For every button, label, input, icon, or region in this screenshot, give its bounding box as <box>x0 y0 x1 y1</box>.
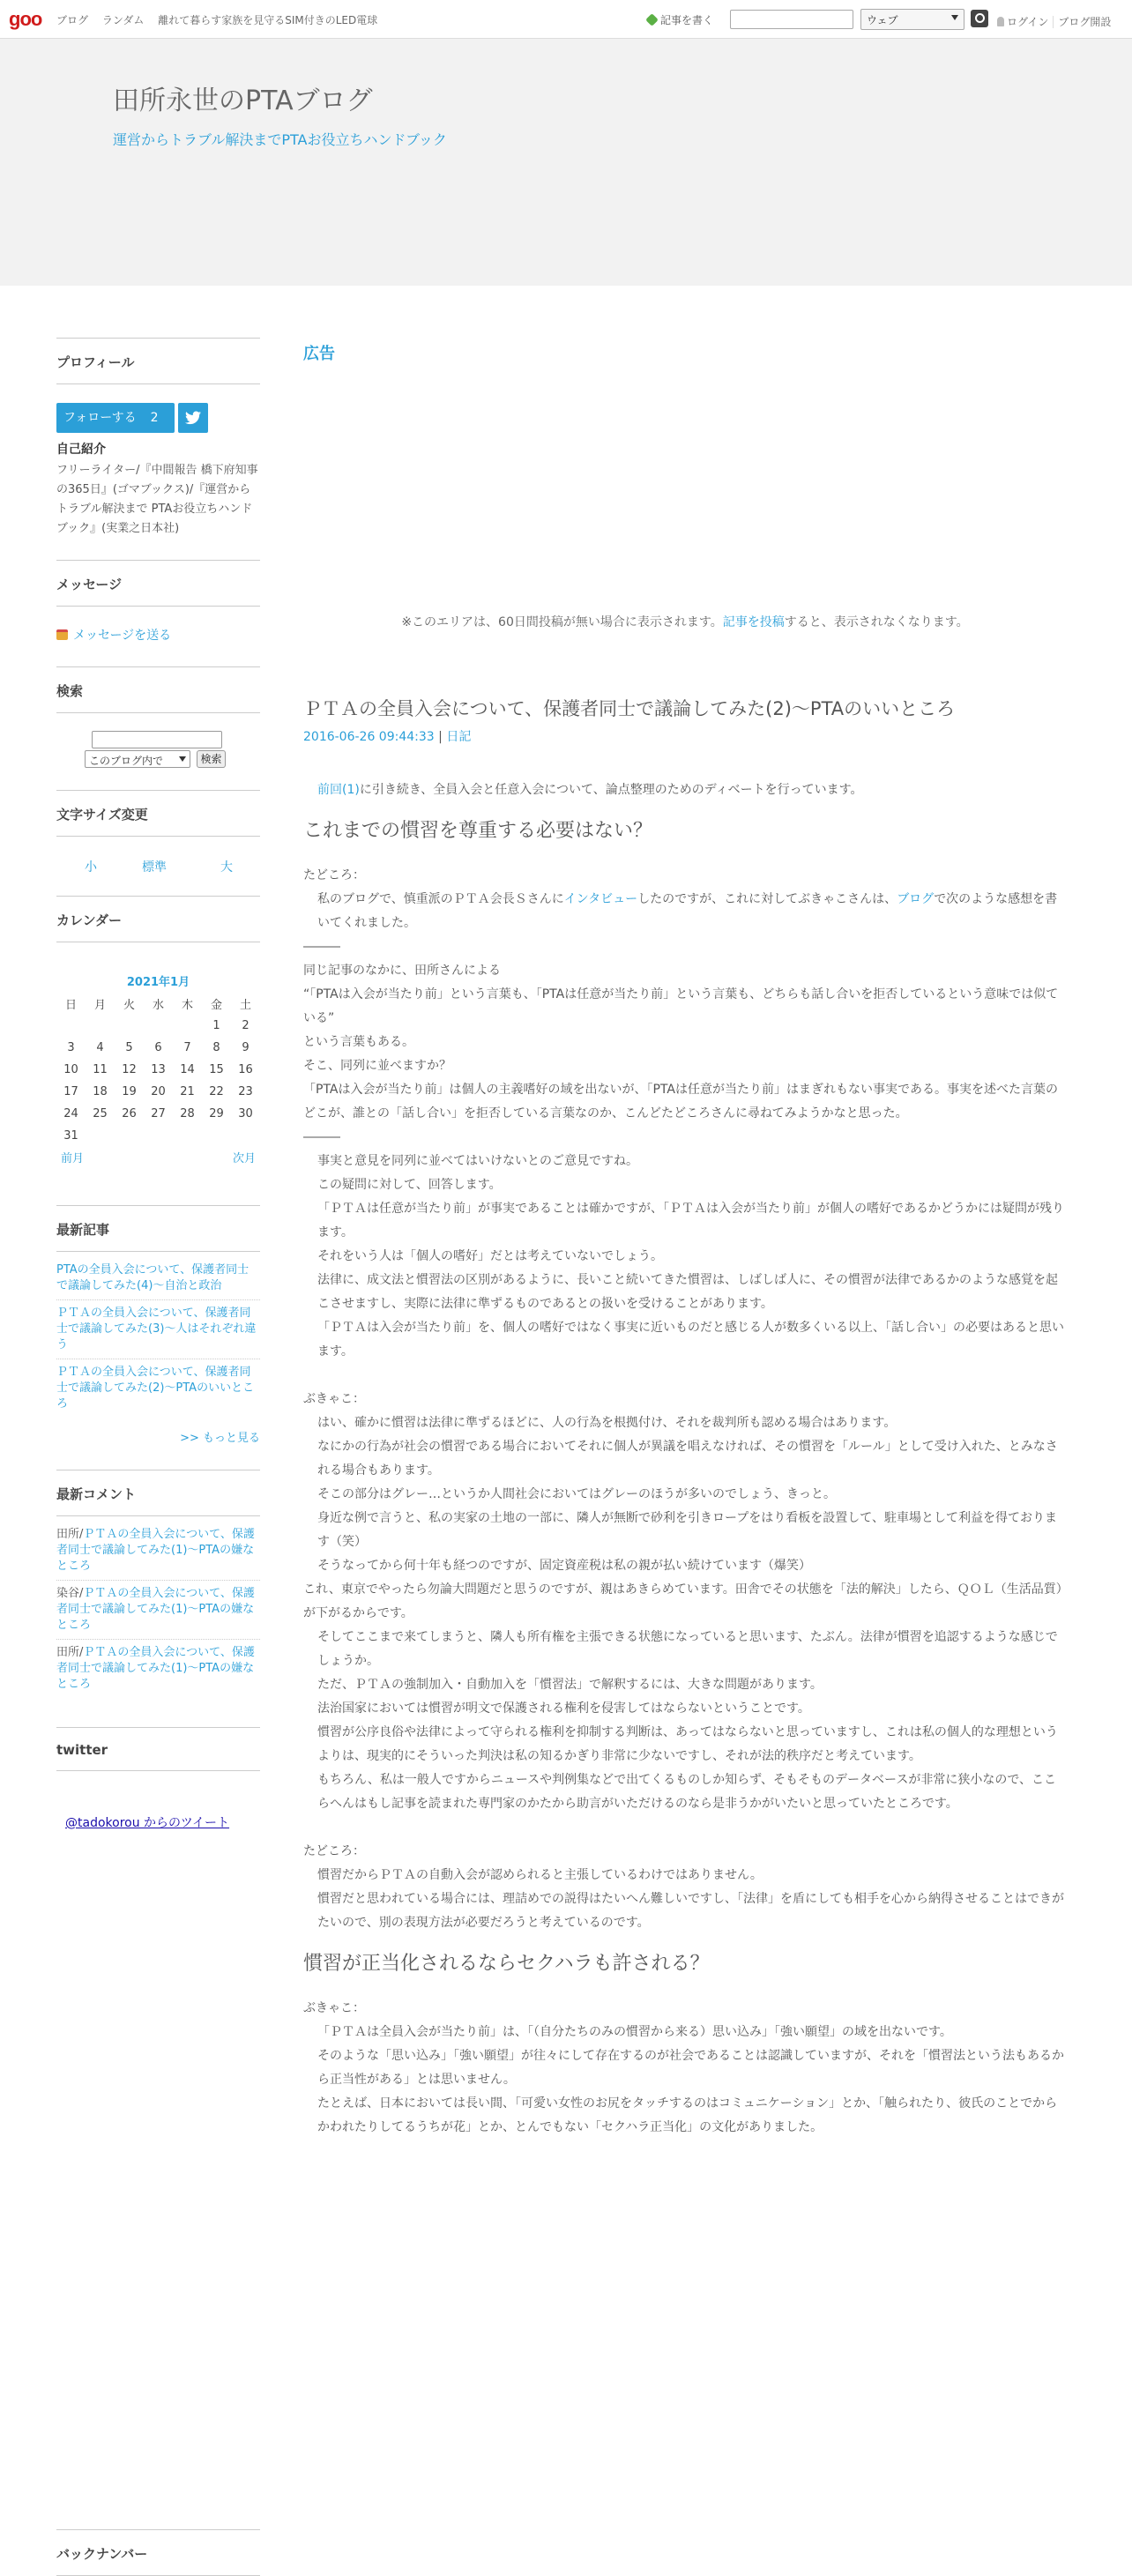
post-body <box>303 778 1067 2140</box>
blog-description: 運営からトラブル解決までPTAお役立ちハンドブック <box>113 131 447 148</box>
calendar-day: 25 <box>93 1107 108 1120</box>
write-label: 記事を書く <box>660 14 714 26</box>
paragraph: もちろん、私は一般人ですからニュースや判例集などで出てくるものしか知らず、そもそものデータベースが非常に狭小なので、ここらへんはもし記事を読まれた専門家のかたから助言がいただけるのなら是非うかがいたいと思っていたところです。 <box>317 1773 1057 1811</box>
calendar-day: 23 <box>238 1085 253 1098</box>
paragraph: 身近な例で言うと、私の実家の土地の一部に、隣人が無断で砂利を引きロープをはり看板を設置して、駐車場として利益を得ております（笑） <box>317 1511 1058 1549</box>
calendar-next-month[interactable]: 次月 <box>232 1152 256 1165</box>
calendar-day: 1 <box>212 1019 220 1032</box>
calendar-month[interactable]: 2021年1月 <box>126 976 190 989</box>
paragraph: そのような「思い込み」「強い願望」が往々にして存在するのが社会であることは認識していますが、それを「慣習法という法もあるから正当性がある」とは思いません。 <box>317 2049 1064 2087</box>
search-scope-value: ウェブ <box>867 14 898 26</box>
paragraph: それをいう人は「個人の嗜好」だとは考えていないでしょう。 <box>317 1249 663 1263</box>
calendar-heading: カレンダー <box>56 896 260 942</box>
recent-comments-heading: 最新コメント <box>56 1470 260 1516</box>
paragraph: そしてここまで来てしまうと、隣人も所有権を主張できる状態になっていると思います、たぶん。法律が慣習を追認するような感じでしょうか。 <box>317 1630 1058 1668</box>
blog-search-input[interactable] <box>92 731 222 748</box>
post-meta: 2016-06-26 09:44:33 | 日記 <box>303 730 472 744</box>
speaker: ぶきゃこ： <box>303 2001 365 2015</box>
follow-label: フォローする <box>63 411 137 425</box>
paragraph: そこの部分はグレー…というか人間社会においてはグレーのほうが多いのでしょう、きっと。 <box>317 1487 836 1501</box>
calendar-day: 6 <box>154 1041 162 1054</box>
fontsize-section <box>56 790 260 837</box>
calendar-day: 11 <box>93 1063 108 1076</box>
blog-title[interactable]: 田所永世のPTAブログ <box>113 86 373 116</box>
paragraph: この疑問に対して、回答します。 <box>317 1178 502 1192</box>
follow-button[interactable] <box>56 403 175 433</box>
twitter-section <box>56 1727 260 1771</box>
twitter-bird-icon <box>185 411 201 425</box>
calendar-week <box>56 1103 260 1125</box>
fontsize-large[interactable]: 大 <box>220 860 233 875</box>
paragraph: “「PTAは入会が当たり前」という言葉も、「PTAは任意が当たり前」という言葉も、どちらも話し合いを拒否しているという意味では似ている” <box>303 987 1059 1025</box>
recent-posts-section <box>56 1205 260 1418</box>
recent-posts-heading: 最新記事 <box>56 1205 260 1252</box>
calendar-day: 8 <box>212 1041 220 1054</box>
person-icon <box>997 17 1004 26</box>
intro-text: に引き続き、全員入会と任意入会について、論点整理のためのディベートを行っています。 <box>359 783 863 797</box>
calendar-section <box>56 896 260 942</box>
blog-link[interactable]: ブログ <box>897 892 935 906</box>
login-link[interactable] <box>993 16 1053 28</box>
paragraph: という言葉もある。 <box>303 1035 414 1049</box>
paragraph: 法治国家においては慣習が明文で保護される権利を侵害してはならないということです。 <box>317 1701 810 1716</box>
calendar-day: 20 <box>151 1085 166 1098</box>
post-article-link[interactable]: 記事を投稿 <box>722 615 785 629</box>
paragraph: 事実と意見を同列に並べてはいけないとのご意見ですね。 <box>317 1154 638 1168</box>
weekday: 木 <box>181 999 193 1012</box>
paragraph: 「PTAは入会が当たり前」は個人の主義嗜好の域を出ないが、「PTAは任意が当たり前」はまぎれもない事実である。事実を述べた言葉のどこが、誰との「話し合い」を拒否している言葉なのか、こんどたどころさんに尋ねてみようかなと思った。 <box>303 1083 1058 1120</box>
account-links <box>993 14 1115 29</box>
profile-section <box>56 338 260 384</box>
ad-note <box>303 613 1067 630</box>
calendar-day: 24 <box>63 1107 78 1120</box>
calendar-day: 10 <box>63 1063 78 1076</box>
calendar-day: 7 <box>183 1041 191 1054</box>
calendar-day <box>173 1015 202 1037</box>
calendar-day: 28 <box>180 1107 195 1120</box>
weekday: 日 <box>64 999 77 1012</box>
paragraph: 慣習だと思われている場合には、理詰めでの説得はたいへん難しいですし、「法律」を盾にしても相手を心から納得させることはできがたいので、別の表現方法が必要だろうと考えているのです。 <box>317 1892 1064 1930</box>
calendar-day: 12 <box>122 1063 137 1076</box>
comment-item: 染谷/ＰＴＡの全員入会について、保護者同士で議論してみた(1)～PTAの嫌なところ <box>56 1581 260 1640</box>
weekday: 水 <box>152 999 164 1012</box>
calendar-day: 22 <box>209 1085 224 1098</box>
speaker: たどころ： <box>303 868 365 882</box>
paragraph: たとえば、日本においては長い間、「可愛い女性のお尻をタッチするのはコミュニケーション」とか、「触られたり、彼氏のことでからかわれたりしてるうちが花」とか、とんでもない「セクハラ正当化」の文化がありました。 <box>317 2096 1058 2134</box>
calendar-day: 14 <box>180 1063 195 1076</box>
calendar-day: 31 <box>63 1129 78 1143</box>
recent-post-link[interactable]: ＰＴＡの全員入会について、保護者同士で議論してみた(3)～人はそれぞれ違う <box>56 1300 260 1359</box>
paragraph: 「ＰＴＡは任意が当たり前」が事実であることは確かですが、「ＰＴＡは入会が当たり前」が個人の嗜好であるかどうかには疑問が残ります。 <box>317 1202 1064 1240</box>
top-links <box>56 12 388 27</box>
post-category[interactable]: 日記 <box>446 730 472 744</box>
top-link-random[interactable]: ランダム <box>101 14 145 26</box>
twitter-heading: twitter <box>56 1727 260 1771</box>
ad-note-post: すると、表示されなくなります。 <box>784 615 969 629</box>
ad-note-pre: ※このエリアは、60日間投稿が無い場合に表示されます。 <box>401 615 723 629</box>
calendar-day <box>86 1125 115 1147</box>
comment-post-link[interactable]: ＰＴＡの全員入会について、保護者同士で議論してみた(1)～PTAの嫌なところ <box>56 1528 255 1573</box>
calendar-day: 21 <box>180 1085 195 1098</box>
blog-search-scope[interactable] <box>85 750 190 768</box>
top-link-blog[interactable]: ブログ <box>56 14 89 26</box>
calendar-day <box>115 1125 144 1147</box>
twitter-timeline-link[interactable]: @tadokorou からのツイート <box>65 1816 230 1830</box>
paragraph: ただ、ＰＴＡの強制加入・自動加入を「慣習法」で解釈するには、大きな問題があります。 <box>317 1678 823 1692</box>
calendar-day: 18 <box>93 1085 108 1098</box>
calendar-day: 4 <box>96 1041 104 1054</box>
comment-item: 田所/ＰＴＡの全員入会について、保護者同士で議論してみた(1)～PTAの嫌なところ <box>56 1646 255 1691</box>
rule: ――― <box>303 940 340 954</box>
calendar-day: 29 <box>209 1107 224 1120</box>
backnumber-section <box>56 2529 260 2576</box>
pen-icon <box>645 13 659 26</box>
blog-header <box>0 39 1132 286</box>
calendar-day: 5 <box>125 1041 133 1054</box>
blog-search-button[interactable]: 検索 <box>197 750 226 768</box>
open-blog-link[interactable]: ブログ開設 <box>1053 16 1115 28</box>
comment-author: 染谷 <box>56 1587 80 1600</box>
post-intro <box>303 778 1067 802</box>
paragraph: そこ、同列に並べますか？ <box>303 1059 451 1073</box>
login-label: ログイン <box>1007 16 1049 28</box>
send-message-link[interactable] <box>56 626 171 644</box>
backnumber-heading: バックナンバー <box>56 2529 260 2576</box>
calendar-day: 26 <box>122 1107 137 1120</box>
text: 私のブログで、慎重派のＰＴＡ会長Ｓさんに <box>317 892 564 906</box>
recent-post-link[interactable]: PTAの全員入会について、保護者同士で議論してみた(4)～自治と政治 <box>56 1257 260 1300</box>
chevron-down-icon <box>179 756 186 762</box>
fontsize-heading: 文字サイズ変更 <box>56 790 260 837</box>
paragraph: なにかの行為が社会の慣習である場合においてそれに個人が異議を唱えなければ、その慣習を「ルール」として受け入れた、とみなされる場合もあります。 <box>317 1440 1058 1478</box>
calendar-day: 2 <box>242 1019 249 1032</box>
paragraph: そうなってから何十年も経つのですが、固定資産税は私の親が払い続けています（爆笑） <box>317 1559 811 1573</box>
fontsize-small[interactable]: 小 <box>85 860 97 875</box>
more-recent-link[interactable]: >> もっと見る <box>180 1432 260 1445</box>
recent-post-link[interactable]: ＰＴＡの全員入会について、保護者同士で議論してみた(2)～PTAのいいところ <box>56 1366 255 1411</box>
calendar-day: 30 <box>238 1107 253 1120</box>
comment-author: 田所 <box>56 1528 80 1541</box>
post-date[interactable]: 2016-06-26 09:44:33 <box>303 730 435 744</box>
send-message-label[interactable]: メッセージを送る <box>73 629 172 643</box>
profile-heading: プロフィール <box>56 338 260 384</box>
paragraph: 慣習が公序良俗や法律によって守られる権利を抑制する判断は、あってはならないと思っていますし、これは私の個人的な理想というよりは、現実的にそういった判決は私の知るかぎり非常に少ないですし、それが法的秩序だと考えています。 <box>317 1725 1058 1763</box>
paragraph: これ、東京でやったら勿論大問題だと思うのですが、親はあきらめています。田舎でその状態を「法的解決」したら、ＱＯＬ（生活品質）が下がるからです。 <box>303 1582 1062 1620</box>
calendar-weekdays <box>56 993 260 1015</box>
calendar-day <box>144 1015 173 1037</box>
intro-label: 自己紹介 <box>56 443 106 457</box>
paragraph: 法律に、成文法と慣習法の区別があるように、長いこと続いてきた慣習は、しばしば人に、その慣習が法律であるかのような感覚を起こさせますし、実際に法律に準ずるものであるとの扱いを受けることがあります。 <box>317 1273 1058 1311</box>
goo-logo[interactable]: goo <box>9 8 42 30</box>
calendar-day: 27 <box>151 1107 166 1120</box>
recent-comments-section <box>56 1470 260 1698</box>
paragraph: 慣習だからＰＴＡの自動入会が認められると主張しているわけではありません。 <box>317 1868 763 1882</box>
calendar-day: 17 <box>63 1085 78 1098</box>
search-heading: 検索 <box>56 666 260 713</box>
speaker: ぶきゃこ： <box>303 1392 365 1406</box>
post-title[interactable]: ＰＴＡの全員入会について、保護者同士で議論してみた(2)～PTAのいいところ <box>303 698 956 719</box>
top-bar <box>0 0 1132 39</box>
calendar-week <box>56 1059 260 1081</box>
comment-author: 田所 <box>56 1646 80 1659</box>
search-section <box>56 666 260 713</box>
calendar-prev-month[interactable]: 前月 <box>61 1152 85 1165</box>
comment-post-link[interactable]: ＰＴＡの全員入会について、保護者同士で議論してみた(1)～PTAの嫌なところ <box>56 1646 255 1691</box>
weekday: 月 <box>93 999 106 1012</box>
search-scope-select[interactable] <box>860 9 964 30</box>
interview-link[interactable]: インタビュー <box>563 892 638 906</box>
intro-text: フリーライター/『中間報告 橋下府知事の365日』(ゴマブックス)/『運営からトラブル解決まで PTAお役立ちハンドブック』(実業之日本社) <box>56 464 258 535</box>
calendar-day <box>56 1015 86 1037</box>
top-link-ad[interactable]: 離れて暮らす家族を見守るSIM付きのLED電球 <box>158 14 378 26</box>
calendar-grid <box>56 993 260 1147</box>
ad-heading: 広告 <box>303 345 335 363</box>
message-heading: メッセージ <box>56 560 260 607</box>
message-section <box>56 560 260 607</box>
weekday: 土 <box>239 999 251 1012</box>
gift-icon <box>56 629 68 640</box>
paragraph <box>303 888 1067 935</box>
comment-item: 田所/ＰＴＡの全員入会について、保護者同士で議論してみた(1)～PTAの嫌なところ <box>56 1522 260 1581</box>
text: で次のような感想を書いてくれました。 <box>317 892 1058 930</box>
calendar-day: 9 <box>242 1041 249 1054</box>
calendar-week <box>56 1015 260 1037</box>
calendar-week <box>56 1037 260 1059</box>
section-heading: これまでの慣習を尊重する必要はない？ <box>303 820 653 842</box>
search-button[interactable] <box>971 10 988 27</box>
calendar-day <box>86 1015 115 1037</box>
calendar-day <box>173 1125 202 1147</box>
calendar-nav <box>56 1149 260 1166</box>
web-search-input[interactable] <box>730 10 853 29</box>
paragraph: はい、確かに慣習は法律に準ずるほどに、人の行為を根拠付け、それを裁判所も認める場合はあります。 <box>317 1416 897 1430</box>
section-heading: 慣習が正当化されるならセクハラも許される？ <box>303 1953 710 1975</box>
calendar <box>56 972 260 1166</box>
calendar-day: 3 <box>67 1041 75 1054</box>
previous-post-link[interactable]: 前回(1) <box>317 783 360 797</box>
calendar-week <box>56 1125 260 1147</box>
speaker: たどころ： <box>303 1844 365 1858</box>
paragraph: 「ＰＴＡは全員入会が当たり前」は、「（自分たちのみの慣習から来る）思い込み」「強い願望」の域を出ないです。 <box>317 2025 952 2039</box>
weekday: 火 <box>123 999 135 1012</box>
twitter-share-button[interactable] <box>178 403 208 433</box>
blog-search-scope-value: このブログ内で <box>89 755 164 767</box>
calendar-day: 19 <box>122 1085 137 1098</box>
calendar-day <box>231 1125 260 1147</box>
text: したのですが、これに対してぶきゃこさんは、 <box>637 892 897 906</box>
calendar-day: 16 <box>238 1063 253 1076</box>
calendar-day <box>144 1125 173 1147</box>
weekday: 金 <box>210 999 222 1012</box>
chevron-down-icon <box>951 15 958 20</box>
calendar-day: 15 <box>209 1063 224 1076</box>
comment-post-link[interactable]: ＰＴＡの全員入会について、保護者同士で議論してみた(1)～PTAの嫌なところ <box>56 1587 255 1632</box>
rule: ――― <box>303 1130 340 1144</box>
paragraph: 同じ記事のなかに、田所さんによる <box>303 964 501 978</box>
paragraph: 「ＰＴＡは入会が当たり前」を、個人の嗜好ではなく事実に近いものだと感じる人が数多くいる以上、「話し合い」の必要はあると思います。 <box>317 1321 1064 1359</box>
calendar-week <box>56 1081 260 1103</box>
calendar-day <box>115 1015 144 1037</box>
calendar-day: 13 <box>151 1063 166 1076</box>
calendar-day <box>202 1125 231 1147</box>
follow-count: 2 <box>150 411 159 425</box>
write-post-button[interactable] <box>646 12 713 27</box>
fontsize-medium[interactable]: 標準 <box>142 860 167 875</box>
